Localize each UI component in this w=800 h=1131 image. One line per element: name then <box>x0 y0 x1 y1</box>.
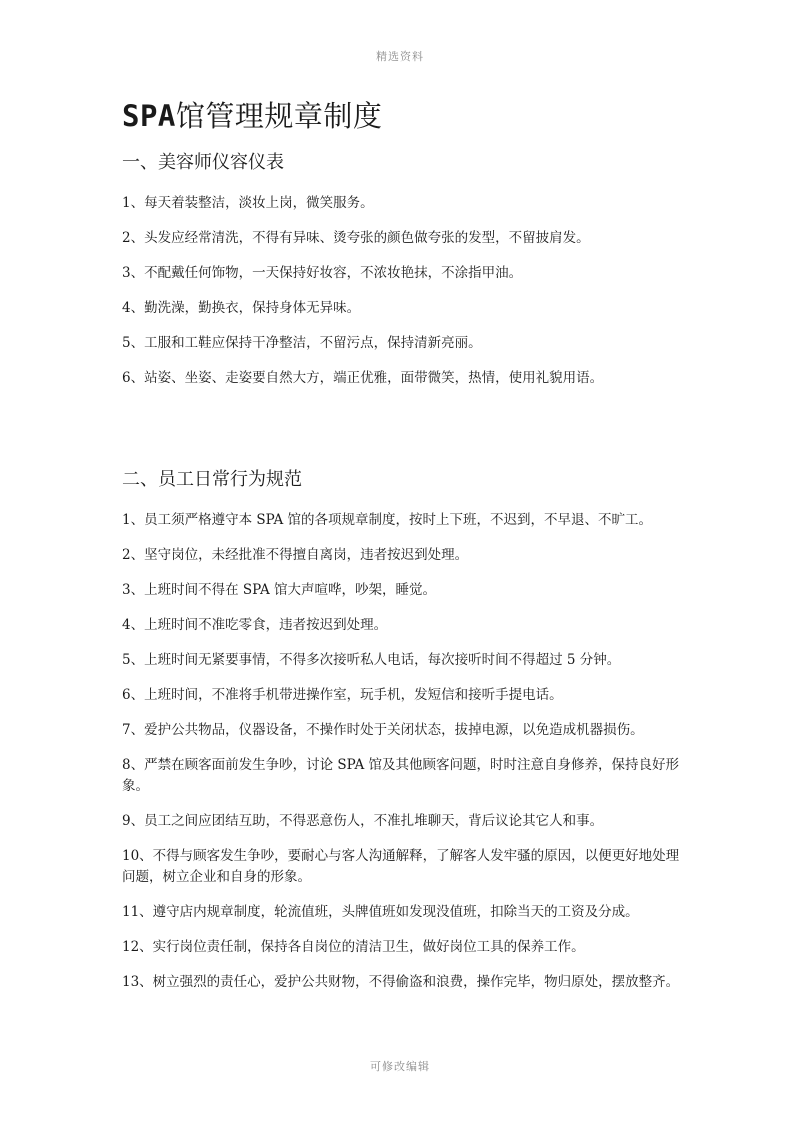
header-watermark: 精选资料 <box>376 50 424 63</box>
list-item: 9、员工之间应团结互助，不得恶意伤人，不准扎堆聊天，背后议论其它人和事。 <box>122 813 604 829</box>
list-item: 2、头发应经常清洗，不得有异味、烫夸张的颜色做夸张的发型，不留披肩发。 <box>122 230 590 246</box>
list-item: 7、爱护公共物品，仪器设备，不操作时处于关闭状态，拔掉电源，以免造成机器损伤。 <box>122 722 644 738</box>
list-item: 1、每天着装整洁，淡妆上岗，微笑服务。 <box>122 195 374 211</box>
list-item: 13、树立强烈的责任心，爱护公共财物，不得偷盗和浪费，操作完毕，物归原处，摆放整齐。 <box>122 974 680 990</box>
list-item: 5、上班时间无紧要事情，不得多次接听私人电话，每次接听时间不得超过 5 分钟。 <box>122 652 621 668</box>
footer-watermark: 可修改编辑 <box>370 1060 430 1073</box>
section-2-heading: 二、员工日常行为规范 <box>122 469 302 490</box>
list-item: 10、不得与顾客发生争吵，要耐心与客人沟通解释，了解客人发牢骚的原因，以便更好地处理问题，树立企业和自身的形象。 <box>122 848 680 885</box>
list-item: 1、员工须严格遵守本 SPA 馆的各项规章制度，按时上下班，不迟到，不早退、不旷工。 <box>122 512 653 528</box>
list-item: 11、遵守店内规章制度，轮流值班，头牌值班如发现没值班，扣除当天的工资及分成。 <box>122 904 639 920</box>
list-item: 4、勤洗澡，勤换衣，保持身体无异味。 <box>122 300 361 316</box>
list-item: 3、上班时间不得在 SPA 馆大声喧哗，吵架，睡觉。 <box>122 582 437 598</box>
document-body <box>122 96 690 993</box>
section-1-heading: 一、美容师仪容仪表 <box>122 152 284 173</box>
list-item: 5、工服和工鞋应保持干净整洁，不留污点，保持清新亮丽。 <box>122 335 482 351</box>
list-item: 12、实行岗位责任制，保持各自岗位的清洁卫生，做好岗位工具的保养工作。 <box>122 939 585 955</box>
title-rest: 馆管理规章制度 <box>175 99 383 133</box>
list-item: 3、不配戴任何饰物，一天保持好妆容，不浓妆艳抹，不涂指甲油。 <box>122 265 523 281</box>
section-1-list <box>122 193 690 389</box>
list-item: 8、严禁在顾客面前发生争吵，讨论 SPA 馆及其他顾客问题，时时注意自身修养，保持良好形象。 <box>122 757 680 794</box>
document-title <box>122 96 690 136</box>
list-item: 6、站姿、坐姿、走姿要自然大方，端正优雅，面带微笑，热情，使用礼貌用语。 <box>122 370 604 386</box>
list-item: 2、坚守岗位，未经批准不得擅自离岗，违者按迟到处理。 <box>122 547 469 563</box>
list-item: 6、上班时间，不准将手机带进操作室，玩手机，发短信和接听手提电话。 <box>122 687 563 703</box>
title-latin: SPA <box>122 99 176 133</box>
section-2-list <box>122 510 690 993</box>
list-item: 4、上班时间不准吃零食，违者按迟到处理。 <box>122 617 388 633</box>
